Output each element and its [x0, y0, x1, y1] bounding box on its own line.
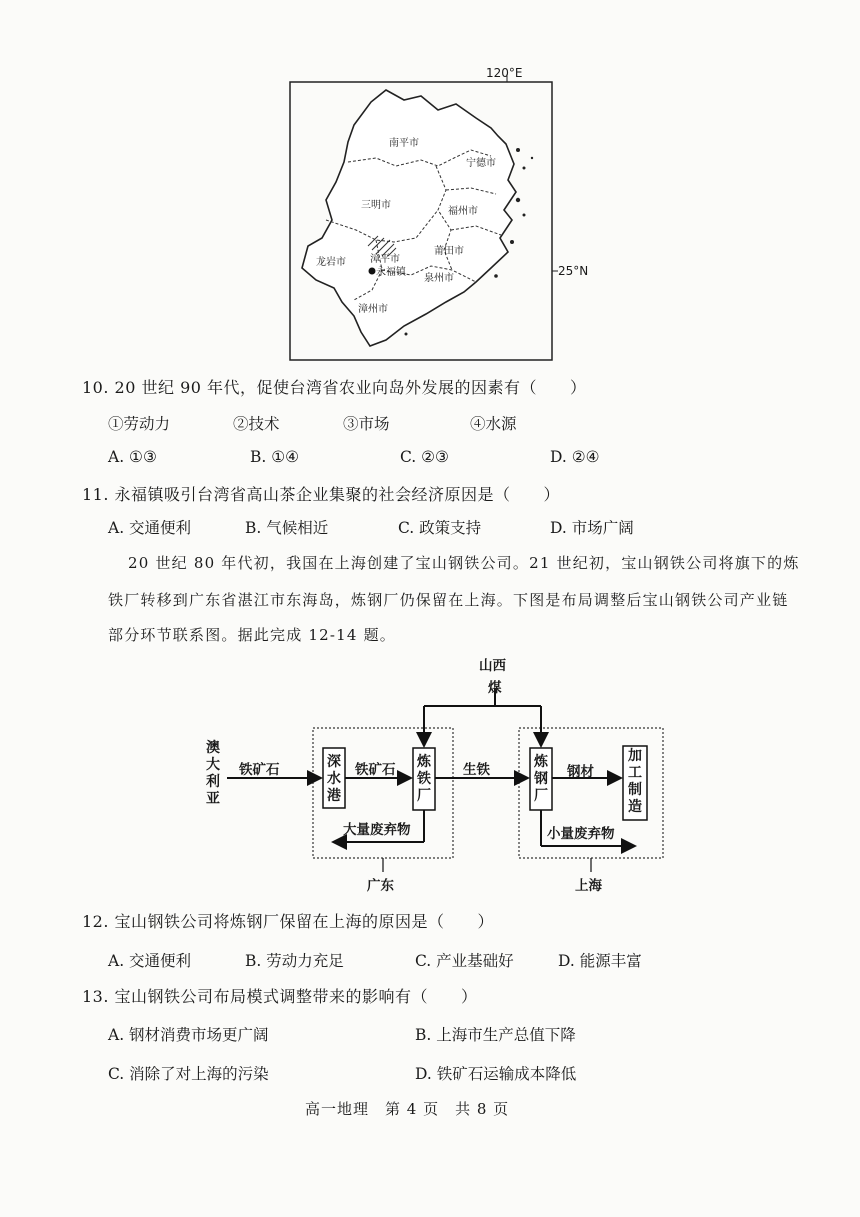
latitude-label: 25°N: [558, 264, 589, 278]
q13-stem: 13. 宝山钢铁公司布局模式调整带来的影响有（ ）: [82, 987, 478, 1006]
q13-option-d[interactable]: D. 铁矿石运输成本降低: [415, 1065, 577, 1083]
q13-option-c[interactable]: C. 消除了对上海的污染: [108, 1065, 269, 1083]
label-coal: 煤: [488, 680, 502, 696]
q10-option-d[interactable]: D. ②④: [550, 448, 600, 466]
q12-stem: 12. 宝山钢铁公司将炼钢厂保留在上海的原因是（ ）: [82, 912, 495, 931]
city-longyan: 龙岩市: [316, 257, 346, 268]
q10-factor-2: ②技术: [233, 415, 280, 433]
map-frame: [286, 70, 589, 370]
q10-option-c[interactable]: C. ②③: [400, 448, 449, 466]
q12-option-b[interactable]: B. 劳动力充足: [245, 952, 344, 970]
passage-line-3: 部分环节联系图。据此完成 12-14 题。: [108, 626, 396, 644]
node-processing: 加 工 制 造: [628, 748, 642, 815]
node-steelworks: 炼 钢 厂: [534, 754, 548, 804]
q10-factor-1: ①劳动力: [108, 415, 171, 433]
fujian-map: [286, 66, 589, 370]
city-ningde: 宁德市: [466, 158, 496, 169]
label-steel: 钢材: [567, 764, 594, 780]
city-putian: 莆田市: [434, 246, 464, 257]
q12-option-a[interactable]: A. 交通便利: [108, 952, 192, 970]
q11-option-a[interactable]: A. 交通便利: [108, 519, 192, 537]
longitude-label: 120°E: [486, 66, 523, 80]
city-zhangping: 漳平市: [370, 254, 400, 265]
q10-option-a[interactable]: A. ①③: [108, 448, 157, 466]
q13-option-a[interactable]: A. 钢材消费市场更广阔: [108, 1026, 269, 1044]
q11-option-b[interactable]: B. 气候相近: [245, 519, 329, 537]
q10-option-b[interactable]: B. ①④: [250, 448, 300, 466]
yongfu-dot: [369, 268, 376, 275]
q13-option-b[interactable]: B. 上海市生产总值下降: [415, 1026, 576, 1044]
node-ironworks: 炼 铁 厂: [417, 754, 431, 804]
label-shanxi: 山西: [479, 658, 506, 674]
label-waste-small: 小量废弃物: [547, 826, 615, 842]
q11-option-d[interactable]: D. 市场广阔: [550, 519, 634, 537]
industry-chain-diagram: [195, 650, 675, 900]
label-pig-iron: 生铁: [463, 762, 490, 778]
page-footer: 高一地理 第 4 页 共 8 页: [305, 1100, 510, 1118]
city-sanming: 三明市: [361, 200, 391, 211]
q10-factor-3: ③市场: [343, 415, 390, 433]
city-fuzhou: 福州市: [448, 206, 478, 217]
q10-factor-4: ④水源: [470, 415, 517, 433]
label-waste-large: 大量废弃物: [343, 822, 411, 838]
label-australia: 澳 大 利 亚: [206, 740, 220, 807]
node-deep-water-port: 深 水 港: [327, 754, 341, 804]
label-guangdong: 广东: [367, 878, 394, 894]
city-nanping: 南平市: [389, 138, 419, 149]
label-iron-ore-2: 铁矿石: [355, 762, 396, 778]
q12-option-c[interactable]: C. 产业基础好: [415, 952, 514, 970]
q10-stem: 10. 20 世纪 90 年代，促使台湾省农业向岛外发展的因素有（ ）: [82, 378, 587, 397]
label-shanghai: 上海: [575, 878, 602, 894]
passage-line-1: 20 世纪 80 年代初，我国在上海创建了宝山钢铁公司。21 世纪初，宝山钢铁公司将旗下的炼: [128, 554, 800, 572]
city-quanzhou: 泉州市: [424, 273, 454, 284]
q11-option-c[interactable]: C. 政策支持: [398, 519, 482, 537]
passage-line-2: 铁厂转移到广东省湛江市东海岛，炼钢厂仍保留在上海。下图是布局调整后宝山钢铁公司产业链: [108, 591, 789, 609]
city-zhangzhou: 漳州市: [358, 304, 388, 315]
town-yongfu: 永福镇: [376, 267, 406, 278]
q12-option-d[interactable]: D. 能源丰富: [558, 952, 642, 970]
label-iron-ore-1: 铁矿石: [239, 762, 280, 778]
q11-stem: 11. 永福镇吸引台湾省高山茶企业集聚的社会经济原因是（ ）: [82, 485, 561, 504]
